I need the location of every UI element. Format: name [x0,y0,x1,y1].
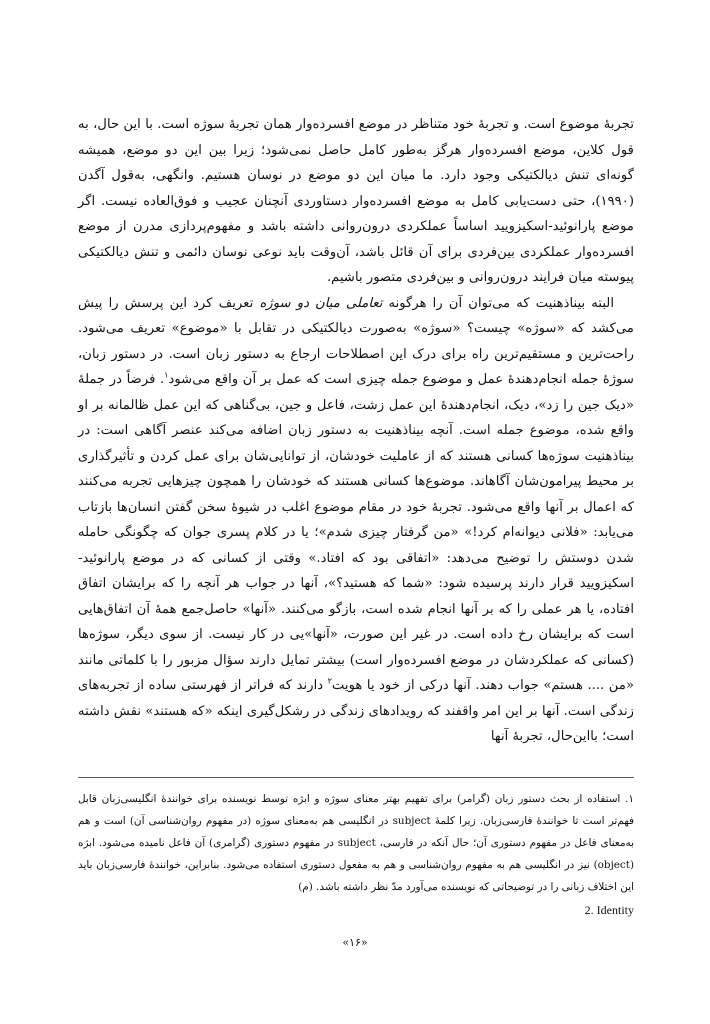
footnote-1: ۱. استفاده از بحث دستور زبان (گرامر) برای تفهیم بهتر معنای سوژه و ابژه توسط نویسنده برای خوانندهٔ انگلیسی‌زبان قابل فهم‌تر است تا خوانندهٔ فارسی‌زبان. زیرا کلمهٔ subject در انگلیسی هم به‌معنای سوژه (در مفهوم روان‌شناسی آن) است و هم به‌معنای فاعل در مفهوم دستوری آن؛ حال آنکه در فارسی، subject در مفهوم دستوری (گرامری) آن فاعل نامیده می‌شود. ابژه (object) نیز در انگلیسی هم به مفهوم روان‌شناسی و هم به مفعول دستوری استفاده می‌شود. بنابراین، خوانندهٔ فارسی‌زبان باید این اختلاف زبانی را در توضیحاتی که نویسنده می‌آورد مدّ نظر داشته باشد. (م) [78,793,634,893]
main-text [78,112,634,750]
paragraph-2-text-c: دارند که فراتر از فهرستی ساده از تجربه‌های زندگی است. آنها بر این امر واقفند که رویدادهای زندگی در رشکل‌گیری اینکه «که هستند» نقش داشته است؛ بااین‌حال، تجربهٔ آنها [78,678,634,744]
body-paragraph-2 [78,291,634,750]
footnote-ref-1: ۱ [164,370,169,380]
body-paragraph-1: تجربهٔ موضوع است. و تجربهٔ خود متناظر در موضع افسرده‌وار همان تجربهٔ سوژه است. با این حال، به قول کلاین، موضع افسرده‌وار هرگز به‌طور کامل حاصل نمی‌شود؛ زیرا بین این دو موضع، همیشه گونه‌ای تنش دیالکتیکی وجود دارد. ما میان این دو موضع در نوسان هستیم. وانگهی، به‌قول آگدن (۱۹۹۰)، حتی دست‌یابی کامل به موضع افسرده‌وار دستاوردی آنچنان عجیب و فوق‌العاده نیست. اگر موضع پارانوئید-اسکیزویید اساساً عملکردی درون‌روانی داشته باشد و مفهوم‌پردازی مدرن از موضع افسرده‌وار عملکردی بین‌فردی برای آن قائل باشد، آن‌وقت باید نوعی نوسان دائمی و تنش دیالکتیکی پیوسته میان فرایند درون‌روانی و بین‌فردی متصور باشیم. [78,117,634,285]
footnote-2: 2. Identity [584,903,634,917]
footnotes [78,788,634,919]
italic-definition: تعاملی میان دو سوژه [259,295,383,311]
footnote-divider [78,777,634,778]
page-number: «۱۶» [342,936,368,949]
paragraph-2-text-b: . فرضاً در جملهٔ «دیک جین را زد»، دیک، انجام‌دهندهٔ این عمل زشت، فاعل و جین، بی‌گناهی که این عمل ظالمانه بر او واقع شده، موضوع جمله است. آنچه بیناذهنیت به دستور زبان اضافه می‌کند عنصر آگاهی است: در بیناذهنیت سوژه‌ها کسانی هستند که از عاملیت خودشان، از توانایی‌شان برای عمل کردن و تأثیرگذاری بر محیط پیرامون‌شان آگاهاند. موضوع‌ها کسانی هستند که خودشان را همچون چیزهایی تجربه می‌کنند که اعمال بر آنها واقع می‌شود. تجربهٔ خود در مقام موضوع اغلب در شیوهٔ سخن گفتن انسان‌ها بازتاب می‌یابد: «فلانی دیوانه‌ام کرد!» «من گرفتار چیزی شدم»؛ یا در کلام پسری جوان که چگونگی حامله شدن دوستش را توضیح می‌دهد: «اتفاقی بود که افتاد.» وقتی از کسانی که در موضع پارانوئید-اسکیزویید قرار دارند پرسیده شود: «شما که هستید؟»، آنها در جواب هر آنچه را که برایشان اتفاق افتاده، یا هر عملی را که بر آنها انجام شده است، بازگو می‌کنند. «آنها» حاصل‌جمع همهٔ آن اتفاق‌هایی است که برایشان رخ داده است. در غیر این صورت، «آنها»یی در کار نیست. از سوی دیگر، سوژه‌ها (کسانی که عملکردشان در موضع افسرده‌وار است) بیشتر تمایل دارند سؤال مزبور را با کلماتی مانند «من .... هستم» جواب دهند. آنها درکی از خود یا هویت [78,372,634,693]
footnote-ref-2: ۲ [327,676,332,686]
paragraph-2-opening: البته بیناذهنیت که می‌توان آن را هرگونه [382,295,614,311]
paragraph-2-text-a: تعریف کرد این پرسش را پیش می‌کشد که «سوژه» چیست؟ «سوژه» به‌صورت دیالکتیکی در تقابل با «موضوع» تعریف می‌شود. راحت‌ترین و مستقیم‌ترین راه برای درک این اصطلاحات ارجاع به دستور زبان است. در دستور زبان، سوژهٔ جمله انجام‌دهندهٔ عمل و موضوع جمله چیزی است که عمل بر آن واقع می‌شود [78,295,634,387]
